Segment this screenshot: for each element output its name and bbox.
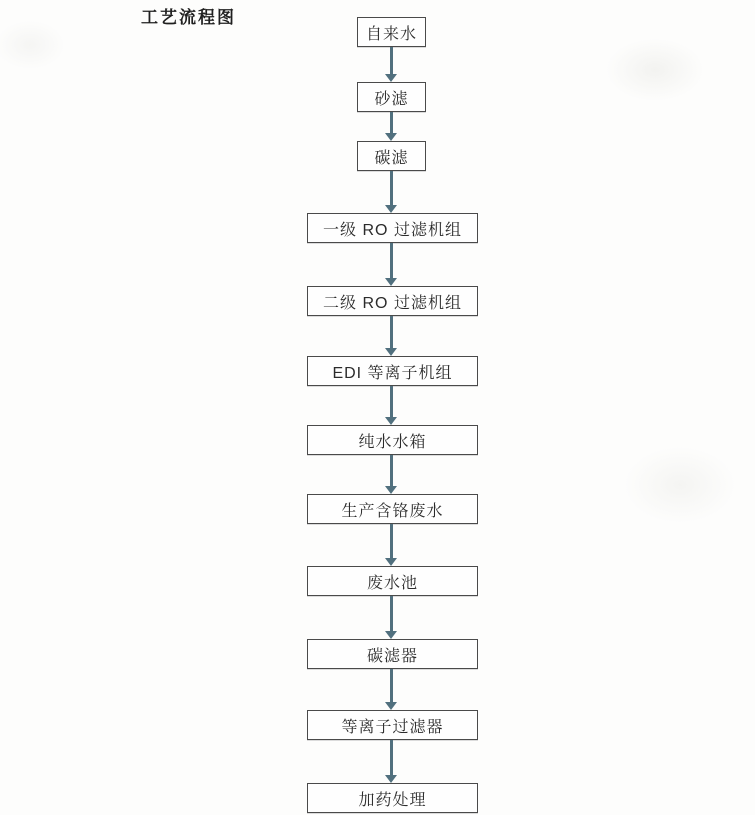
down-arrow [384,47,399,82]
arrow-shaft [390,316,393,350]
flow-node-label: 砂滤 [374,90,409,108]
down-arrow [384,386,399,425]
flow-node-label: 碳滤 [374,149,409,167]
arrow-shaft [390,171,393,207]
arrow-head-icon [385,775,397,783]
down-arrow [384,455,399,494]
arrow-head-icon [385,702,397,710]
flow-node-label: 自来水 [365,25,417,43]
flow-node-ro-stage1 [307,213,478,243]
arrow-shaft [390,386,393,419]
flow-node-ro-stage2 [307,286,478,316]
flow-node-label: 碳滤器 [366,647,418,665]
arrow-head-icon [385,558,397,566]
page-title: 工艺流程图 [141,8,236,27]
arrow-head-icon [385,278,397,286]
arrow-shaft [390,243,393,280]
arrow-head-icon [385,417,397,425]
arrow-head-icon [385,74,397,82]
flow-node-sand-filter [357,82,426,112]
arrow-shaft [390,596,393,633]
flow-node-carbon-filter [357,141,426,171]
flow-node-label: 一级 RO 过滤机组 [323,221,462,239]
down-arrow [384,524,399,566]
down-arrow [384,740,399,783]
flow-node-pure-water-tank [307,425,478,455]
arrow-head-icon [385,486,397,494]
down-arrow [384,316,399,356]
flow-node-chromium-wastewater [307,494,478,524]
flow-node-label: 生产含铬废水 [341,502,444,520]
flow-node-wastewater-pool [307,566,478,596]
flow-node-label: 加药处理 [358,791,427,809]
arrow-shaft [390,524,393,560]
down-arrow [384,669,399,710]
down-arrow [384,243,399,286]
arrow-shaft [390,47,393,76]
flow-node-plasma-filter [307,710,478,740]
arrow-head-icon [385,631,397,639]
flow-node-label: 等离子过滤器 [341,718,444,736]
arrow-head-icon [385,348,397,356]
flow-node-label: 纯水水箱 [358,433,427,451]
flow-node-label: 废水池 [366,574,418,592]
arrow-shaft [390,455,393,488]
arrow-shaft [390,740,393,777]
down-arrow [384,112,399,141]
arrow-head-icon [385,133,397,141]
flow-node-carbon-filter-unit [307,639,478,669]
down-arrow [384,171,399,213]
flow-node-chemical-dosing [307,783,478,813]
flow-node-tap-water [357,17,426,47]
arrow-shaft [390,669,393,704]
arrow-shaft [390,112,393,135]
flow-node-label: EDI 等离子机组 [332,364,453,382]
arrow-head-icon [385,205,397,213]
flow-node-edi-unit [307,356,478,386]
flow-node-label: 二级 RO 过滤机组 [323,294,462,312]
down-arrow [384,596,399,639]
